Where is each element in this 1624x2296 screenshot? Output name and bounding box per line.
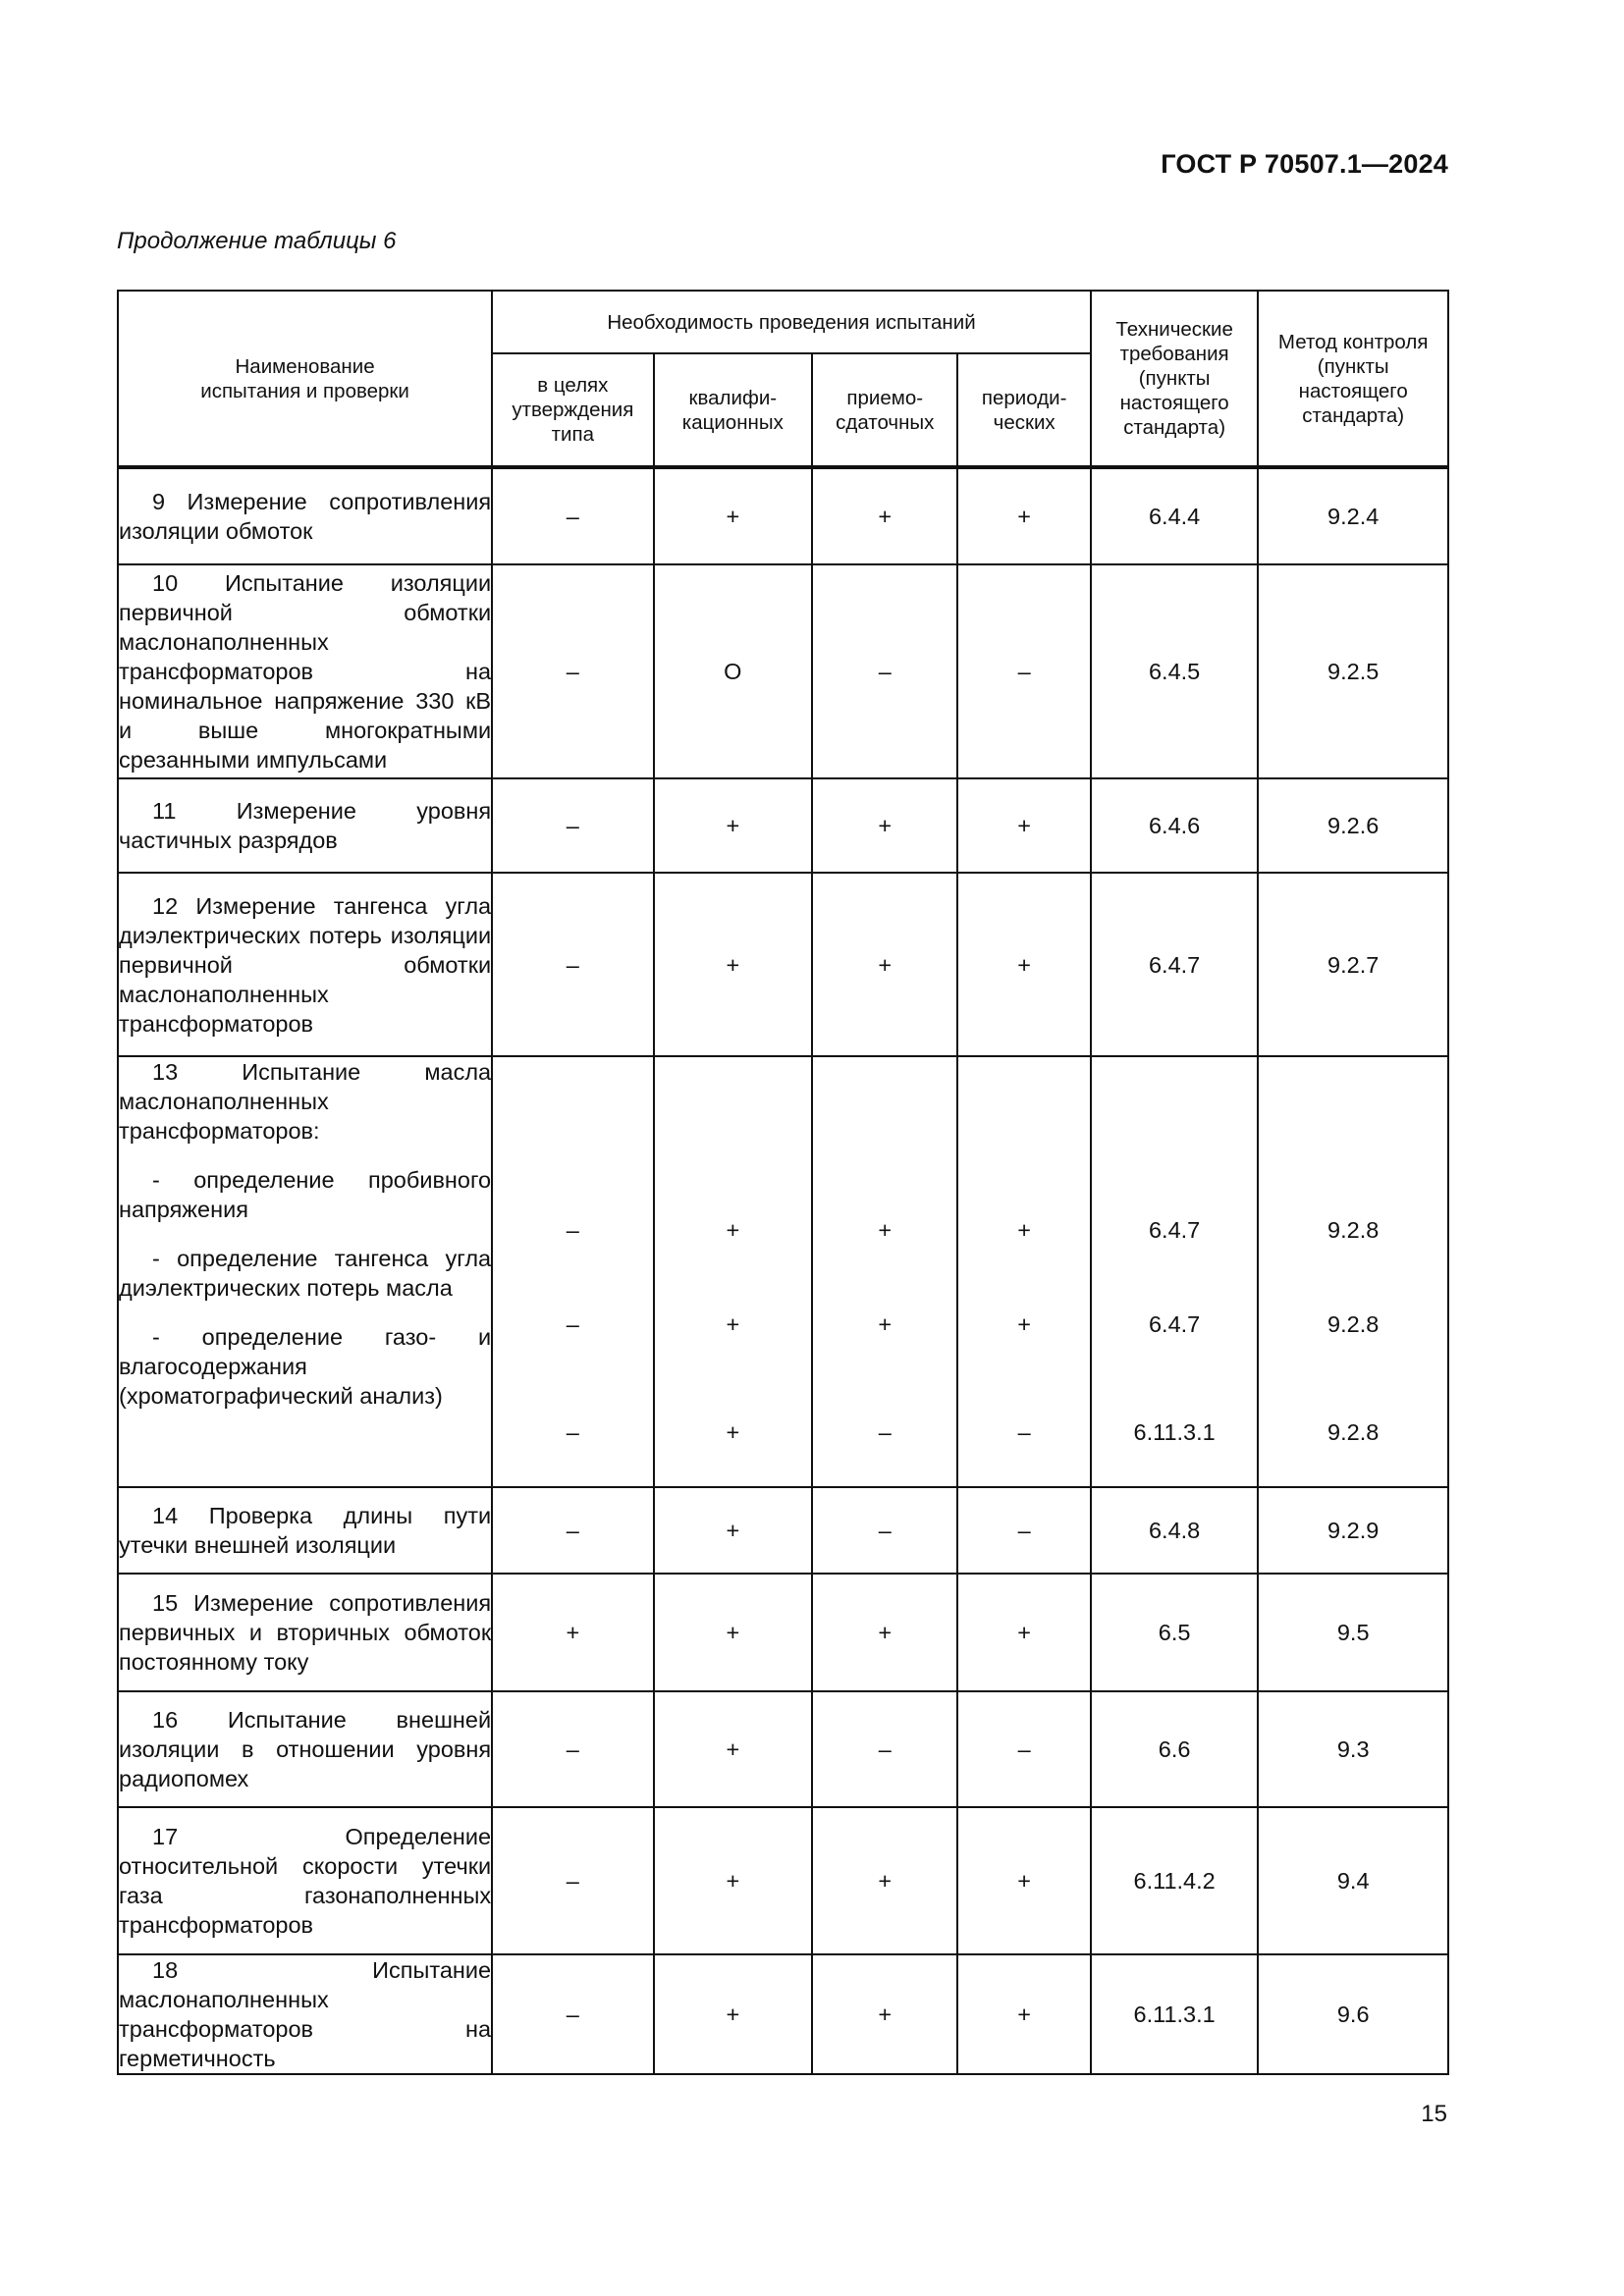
type-approval-cell: –: [492, 1954, 653, 2074]
page-number: 15: [1421, 2101, 1447, 2127]
type-approval-cell: –: [492, 1691, 653, 1807]
qualification-cell: +: [654, 1954, 812, 2074]
type-approval-cell: – – –: [492, 1056, 653, 1487]
test-name-cell: 18 Испытание маслонаполненных трансформаторов на герметичность: [118, 1954, 492, 2074]
acceptance-cell: –: [812, 564, 957, 778]
tech-req-cell: 6.4.8: [1091, 1487, 1259, 1574]
periodic-cell: –: [957, 564, 1090, 778]
qualification-cell: +: [654, 1487, 812, 1574]
tech-req-cell: 6.11.3.1: [1091, 1954, 1259, 2074]
table-row: [118, 564, 1448, 778]
method-cell: 9.2.7: [1258, 873, 1448, 1056]
table-row: [118, 778, 1448, 873]
sub-test-name: - определение тангенса угла диэлектрических потерь масла: [119, 1246, 492, 1301]
qualification-cell: + + +: [654, 1056, 812, 1487]
acceptance-cell: + + –: [812, 1056, 957, 1487]
periodic-cell: –: [957, 1487, 1090, 1574]
method-cell: 9.2.6: [1258, 778, 1448, 873]
test-name-cell: 16 Испытание внешней изоляции в отношении уровня радиопомех: [118, 1691, 492, 1807]
test-name-cell: 13 Испытание масла маслонаполненных трансформаторов: - определение пробивного напряжения - определение тангенса угла диэлектрических потерь масла - определение газо- и влагосодержания (хроматографический анализ): [118, 1056, 492, 1487]
header-type-approval: в целях утверждения типа: [492, 353, 653, 466]
periodic-cell: +: [957, 468, 1090, 564]
tests-table: [117, 290, 1449, 2075]
tech-req-cell: 6.11.4.2: [1091, 1807, 1259, 1954]
acceptance-cell: +: [812, 778, 957, 873]
acceptance-cell: +: [812, 468, 957, 564]
test-name-cell: 9 Измерение сопротивления изоляции обмоток: [118, 468, 492, 564]
acceptance-cell: –: [812, 1487, 957, 1574]
document-id: ГОСТ Р 70507.1—2024: [1161, 149, 1448, 179]
type-approval-cell: –: [492, 1807, 653, 1954]
acceptance-cell: +: [812, 1574, 957, 1691]
header-tech-requirements: Технические требования (пункты настоящего стандарта): [1091, 291, 1259, 466]
acceptance-cell: +: [812, 873, 957, 1056]
table-row: [118, 1954, 1448, 2074]
test-name-cell: 15 Измерение сопротивления первичных и вторичных обмоток постоянному току: [118, 1574, 492, 1691]
sub-test-name: - определение газо- и влагосодержания (хроматографический анализ): [119, 1324, 492, 1409]
tech-req-cell: 6.4.7 6.4.7 6.11.3.1: [1091, 1056, 1259, 1487]
method-cell: 9.5: [1258, 1574, 1448, 1691]
periodic-cell: +: [957, 1807, 1090, 1954]
method-cell: 9.4: [1258, 1807, 1448, 1954]
periodic-cell: –: [957, 1691, 1090, 1807]
acceptance-cell: –: [812, 1691, 957, 1807]
method-cell: 9.2.5: [1258, 564, 1448, 778]
table-row: [118, 1056, 1448, 1487]
acceptance-cell: +: [812, 1954, 957, 2074]
test-name-cell: 12 Измерение тангенса угла диэлектрических потерь изоляции первичной обмотки маслонаполненных трансформаторов: [118, 873, 492, 1056]
type-approval-cell: –: [492, 564, 653, 778]
tech-req-cell: 6.4.6: [1091, 778, 1259, 873]
qualification-cell: +: [654, 873, 812, 1056]
periodic-cell: + + –: [957, 1056, 1090, 1487]
table-row: [118, 1691, 1448, 1807]
table-row: [118, 468, 1448, 564]
test-name-cell: 17 Определение относительной скорости утечки газа газонаполненных трансформаторов: [118, 1807, 492, 1954]
method-cell: 9.3: [1258, 1691, 1448, 1807]
type-approval-cell: –: [492, 468, 653, 564]
table-row: [118, 1807, 1448, 1954]
method-cell: 9.2.4: [1258, 468, 1448, 564]
table-row: [118, 1574, 1448, 1691]
periodic-cell: +: [957, 778, 1090, 873]
qualification-cell: О: [654, 564, 812, 778]
method-cell: 9.2.8 9.2.8 9.2.8: [1258, 1056, 1448, 1487]
table-caption: Продолжение таблицы 6: [117, 228, 397, 254]
header-qualification: квалифи- кационных: [654, 353, 812, 466]
header-periodic: периоди- ческих: [957, 353, 1090, 466]
periodic-cell: +: [957, 1574, 1090, 1691]
tech-req-cell: 6.6: [1091, 1691, 1259, 1807]
sub-test-name: - определение пробивного напряжения: [119, 1167, 492, 1222]
acceptance-cell: +: [812, 1807, 957, 1954]
type-approval-cell: –: [492, 778, 653, 873]
tech-req-cell: 6.4.7: [1091, 873, 1259, 1056]
qualification-cell: +: [654, 1691, 812, 1807]
header-test-name: Наименование испытания и проверки: [118, 291, 492, 466]
type-approval-cell: –: [492, 873, 653, 1056]
header-acceptance: приемо- сдаточных: [812, 353, 957, 466]
header-control-method: Метод контроля (пункты настоящего стандарта): [1258, 291, 1448, 466]
qualification-cell: +: [654, 1807, 812, 1954]
type-approval-cell: –: [492, 1487, 653, 1574]
periodic-cell: +: [957, 873, 1090, 1056]
table-row: [118, 1487, 1448, 1574]
tech-req-cell: 6.4.5: [1091, 564, 1259, 778]
method-cell: 9.6: [1258, 1954, 1448, 2074]
header-necessity-group: Необходимость проведения испытаний: [492, 291, 1091, 353]
tech-req-cell: 6.4.4: [1091, 468, 1259, 564]
method-cell: 9.2.9: [1258, 1487, 1448, 1574]
qualification-cell: +: [654, 1574, 812, 1691]
qualification-cell: +: [654, 468, 812, 564]
type-approval-cell: +: [492, 1574, 653, 1691]
tech-req-cell: 6.5: [1091, 1574, 1259, 1691]
periodic-cell: +: [957, 1954, 1090, 2074]
table-row: [118, 873, 1448, 1056]
test-name-cell: 10 Испытание изоляции первичной обмотки маслонаполненных трансформаторов на номинальное напряжение 330 кВ и выше многократными срезанными импульсами: [118, 564, 492, 778]
qualification-cell: +: [654, 778, 812, 873]
test-name-cell: 11 Измерение уровня частичных разрядов: [118, 778, 492, 873]
test-name-cell: 14 Проверка длины пути утечки внешней изоляции: [118, 1487, 492, 1574]
